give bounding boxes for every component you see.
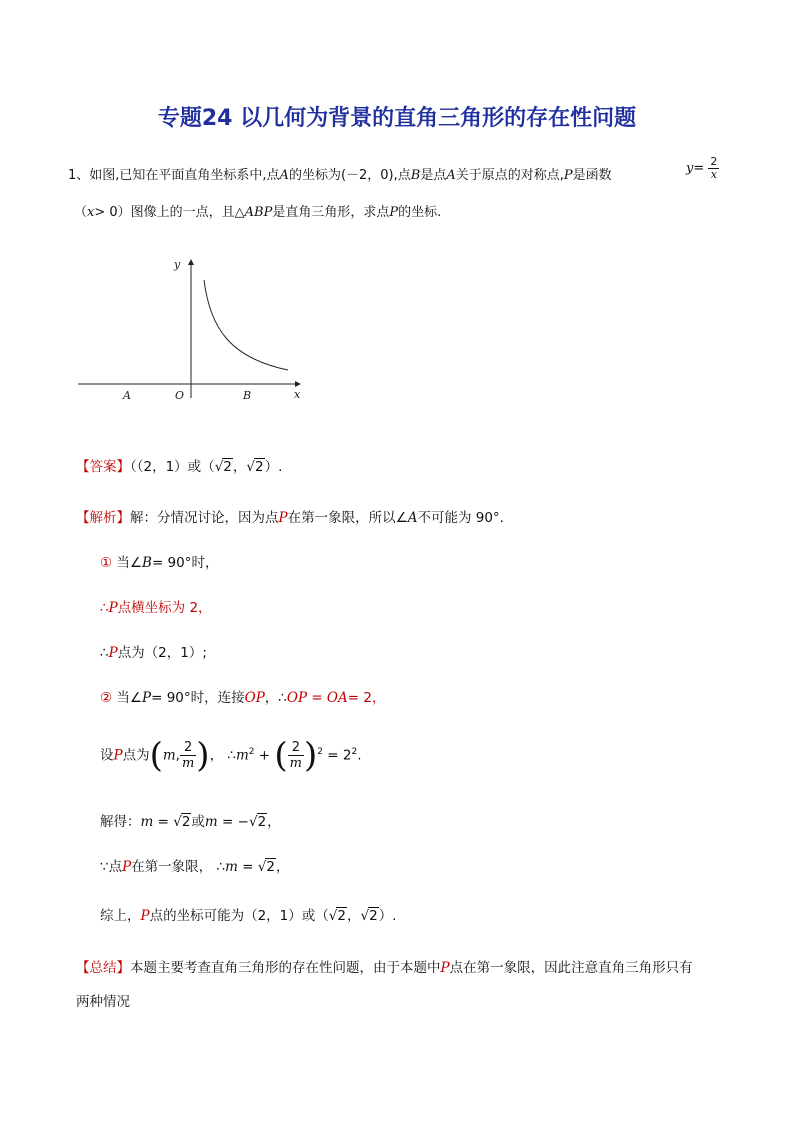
summary-text: 点在第一象限，因此注意直角三角形只有 (449, 960, 693, 976)
case-text: 当∠ (116, 555, 143, 571)
exponent: 2 (248, 747, 255, 757)
analysis-text: 解：分情况讨论，因为点 (130, 510, 279, 526)
point-p: P (113, 747, 123, 764)
case-2-setup: 设P点为(m, $\frac{2}{m}$ )， $\therefore m^2$ + ( $\frac{2}{m}$ )$^2 = 2^2$. (100, 735, 362, 776)
step-text: 点横坐标为 2， (117, 600, 212, 616)
analysis-text: 在第一象限，所以∠ (287, 510, 408, 526)
case-text: = 90°时， (151, 555, 219, 571)
var-m: m (162, 747, 176, 764)
question-text: > 0）图像上的一点，且 (94, 205, 235, 220)
var-m: m (204, 814, 218, 830)
comma: ， (232, 459, 247, 475)
angle-a: A (407, 510, 418, 526)
page-title: 专题24 以几何为背景的直角三角形的存在性问题 (157, 106, 637, 131)
step-text: = (153, 814, 174, 830)
because-line (100, 855, 290, 875)
step-text: 综上， (100, 908, 141, 924)
exponent: 2 (317, 747, 323, 757)
point-b: B (410, 168, 421, 183)
sqrt-2: √2 (360, 908, 378, 924)
hyperbola-curve (204, 280, 288, 370)
step-text: 设 (100, 747, 114, 764)
question-text: （ (74, 205, 88, 220)
conclusion-line (100, 904, 396, 924)
step-text: ∵点 (100, 859, 123, 875)
point-p: P (108, 600, 118, 616)
point-a: A (446, 168, 456, 183)
answer-text: （（2，1）或（ (130, 459, 215, 475)
plus: + (254, 747, 275, 764)
sqrt-2: √2 (246, 459, 264, 475)
point-p: P (108, 645, 118, 661)
point-b-label: B (243, 389, 252, 402)
x-axis-label: x (294, 388, 301, 401)
step-text: = (237, 859, 258, 875)
case-text: = 90°时，连接 (151, 690, 245, 706)
comma: ， (346, 908, 361, 924)
question-line-1 (68, 164, 612, 183)
var-m: m (225, 859, 238, 875)
question-number: 1、 (68, 168, 90, 183)
question-text: 是点 (420, 168, 447, 183)
case-2-line (100, 686, 385, 706)
function-expression (686, 156, 719, 181)
point-a: A (279, 168, 289, 183)
func-eq: = (693, 161, 705, 176)
solve-line (100, 810, 281, 830)
var-m: m (235, 747, 249, 764)
exponent: 2 (351, 747, 358, 757)
point-p: P (389, 205, 399, 220)
x-var: x (87, 205, 95, 220)
step-text: 或 (191, 814, 205, 830)
therefore-symbol: ∴ (100, 645, 109, 661)
angle-b: B (142, 555, 152, 571)
point-p: P (278, 510, 288, 526)
point-p: P (563, 168, 573, 183)
sqrt-2: √2 (328, 908, 346, 924)
question-text: 关于原点的对称点, (455, 168, 564, 183)
summary-tag: 【总结】 (76, 960, 130, 976)
case-1-step-1 (100, 596, 212, 616)
fraction-2-over-m: $\frac{2}{m}$ (289, 740, 302, 771)
fraction-2-over-m: $\frac{2}{m}$ (181, 740, 195, 771)
point-a-label: A (123, 389, 131, 402)
period: . (357, 747, 362, 764)
step-text: ， (267, 814, 281, 830)
answer-tag: 【答案】 (76, 459, 130, 475)
summary-line-2: 两种情况 (76, 994, 130, 1010)
sqrt-2: √2 (248, 814, 267, 830)
point-p: P (140, 908, 150, 924)
step-text: ， ∴ (209, 747, 236, 764)
question-text: 如图,已知在平面直角坐标系中,点 (89, 168, 280, 183)
question-text: 是直角三角形，求点 (272, 205, 390, 220)
origin-label: O (175, 389, 185, 402)
step-text: 点为（2，1）; (117, 645, 207, 661)
step-text: ）. (378, 908, 397, 924)
case-text: ，∴ (264, 690, 287, 706)
func-fraction (708, 156, 719, 181)
func-num: 2 (710, 155, 718, 168)
triangle-abp: △ABP (234, 205, 273, 220)
case-1-step-2 (100, 641, 207, 661)
sqrt-2: √2 (214, 459, 232, 475)
segment-op: OP (244, 690, 265, 706)
case-1-marker: ① (100, 555, 113, 571)
answer-line (76, 455, 282, 475)
step-text: ， (276, 859, 290, 875)
func-den: x (710, 168, 718, 181)
func-y: y (686, 161, 694, 176)
summary-text: 本题主要考查直角三角形的存在性问题，由于本题中 (130, 960, 441, 976)
function-graph (70, 248, 310, 408)
analysis-tag: 【解析】 (76, 510, 130, 526)
case-2-marker: ② (100, 690, 113, 706)
point-p: P (440, 960, 450, 976)
y-axis-label: y (174, 258, 181, 271)
sqrt-2: √2 (257, 859, 275, 875)
case-text: 当∠ (116, 690, 143, 706)
question-text: 的坐标为(－2，0),点 (288, 168, 411, 183)
step-text: = − (217, 814, 249, 830)
point-p: P (122, 859, 132, 875)
var-m: m (140, 814, 154, 830)
case-text: = 2， (347, 690, 386, 706)
rhs: = 2 (323, 747, 352, 764)
step-text: 点为 (122, 747, 150, 764)
question-line-2 (74, 201, 441, 220)
analysis-line (76, 506, 504, 526)
step-text: 点的坐标可能为（2，1）或（ (149, 908, 329, 924)
answer-text: ）. (264, 459, 283, 475)
equation: OP = OA (286, 690, 348, 706)
step-text: 在第一象限， ∴ (131, 859, 226, 875)
question-text: 是函数 (572, 168, 612, 183)
analysis-text: 不可能为 90°. (417, 510, 504, 526)
angle-p: P (142, 690, 152, 706)
sqrt-2: √2 (173, 814, 191, 830)
summary-line-1 (76, 956, 693, 976)
question-text: 的坐标. (398, 205, 442, 220)
case-1-line (100, 551, 218, 571)
step-text: 解得： (100, 814, 141, 830)
therefore-symbol: ∴ (100, 600, 109, 616)
